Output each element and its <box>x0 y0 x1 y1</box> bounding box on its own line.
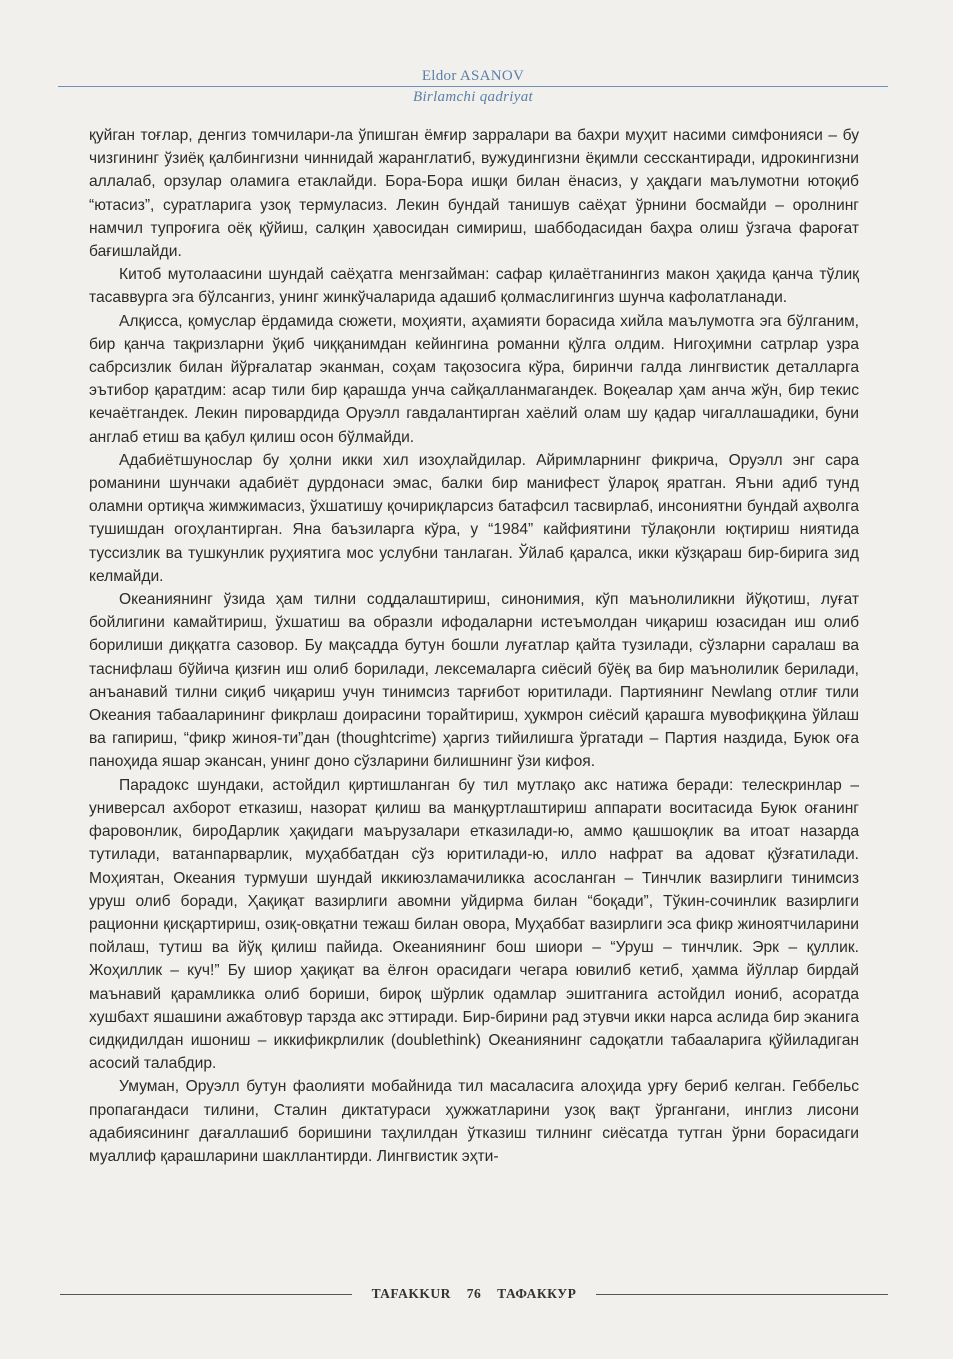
paragraph-1: қуйган тоғлар, денгиз томчилари-ла ўпишган ёмғир зарралари ва бахри муҳит насими симфонияси – бу чизгининг ўзиёқ қалбингизни чиннидай жаранглатиб, вужудингизни ёқимли сесскантиради, идрокингизни аллалаб, орзулар оламига етаклайди. Бора-Бора ишқи билан ёнасиз, у ҳақдаги маълумотни ютоқиб “ютасиз”, суратларига узоқ термуласиз. Лекин бундай танишув саёҳат ўрнини босмайди – оролнинг намчил тупроғига оёқ қўйиш, салқин ҳавосидан симириш, шаббодасидан баҳра олиш ўзгача фароғат бағишлайди. <box>89 127 859 261</box>
footer-right-label: ТАФАККУР <box>497 1286 577 1301</box>
paragraph-7: Умуман, Оруэлл бутун фаолияти мобайнида тил масаласига алоҳида урғу бериб келган. Геббельс пропагандаси тилини, Сталин диктатураси ҳужжатларини узоқ вақт ўргангани, инглиз лисони адабиясининг дағаллашиб боришини таҳлилдан ўтказиш тилнинг сиёсатда тутган ўрни борасидаги муаллиф қарашларини шакллантирди. Лингвистик эҳти- <box>89 1078 859 1165</box>
paragraph-5: Океаниянинг ўзида ҳам тилни соддалаштириш, синонимия, кўп маънолиликни йўқотиш, луғат бойлигини камайтириш, ўхшатиш ва образли ифодаларни истеъмолдан чиқариш юзасидан иш олиб борилиши диққатга сазовор. Бу мақсадда бутун бошли луғатлар қайта тузилади, сўзларни саралаш ва таснифлаш бўйича қизғин иш олиб борилади, лексемаларга сиёсий бўёқ ва бир маънолилик берилади, анъанавий тилни сиқиб чиқариш учун тинимсиз тарғибот юритилади. Партиянинг Newlang отлиғ тили Океания табааларининг фикрлаш доирасини торайтириш, ҳукмрон сиёсий қарашга мувофиққина ўйлаш ва гапириш, “фикр жиноя-ти”дан (thoughtcrime) ҳаргиз тийилишга ўргатади – Партия наздида, Буюк оға паноҳида яшар экансан, унинг доно сўзларини билишнинг ўзи кифоя. <box>89 591 859 771</box>
article-body <box>89 124 859 1168</box>
page-number: 76 <box>466 1286 482 1301</box>
footer-rule-right <box>596 1294 888 1295</box>
paragraph-2: Китоб мутолаасини шундай саёҳатга менгзайман: сафар қилаётганингиз макон ҳақида қанча тўлиқ тасаввурга эга бўлсангиз, унинг жинкўчаларида адашиб қолмаслигингиз шунча кафолатланади. <box>89 266 859 307</box>
page-footer <box>60 1284 888 1304</box>
header-author: Eldor ASANOV <box>421 68 525 84</box>
footer-left-label: TAFAKKUR <box>371 1286 451 1301</box>
paragraph-4: Адабиётшунослар бу ҳолни икки хил изоҳлайдилар. Айримларнинг фикрича, Оруэлл энг сара романини шунчаки адабиёт дурдонаси эмас, балки бир манифест ўлароқ яратган. Яъни адиб тунд оламни ортиқча жимжимасиз, ўхшатишу қочириқларсиз батафсил тасвирлаб, инсониятни бундай аҳволга тушишдан огоҳлантирган. Яна баъзиларга кўра, у “1984” кайфиятини тўлақонли юқтириш ниятида туссизлик ва тушкунлик руҳиятига мос услубни танлаган. Ўйлаб қаралса, икки кўзқараш бир-бирига зид келмайди. <box>89 451 859 585</box>
footer-label <box>352 1286 597 1302</box>
paragraph-6: Парадокс шундаки, астойдил қиртишланган бу тил мутлақо акс натижа беради: телескринлар – универсал ахборот етказиш, назорат қилиш ва манқуртлаштириш аппарати воситасида Буюк оғанинг фаровонлик, бироДарлик ҳақидаги маърузалари етказилади-ю, аммо қашшоқлик ва итоат назарда тутилади, ватанпарварлик, муҳаббатдан сўз юритилади-ю, илло нафрат ва адоват қўзғатилади. Моҳиятан, Океания турмуши шундай иккиюзламачиликка асосланган – Тинчлик вазирлиги тинимсиз уруш олиб боради, Ҳақиқат вазирлиги авомни уйдирма билан “боқади”, Тўкин-сочинлик вазирлиги рационни қисқартириш, озиқ-овқатни тежаш билан овора, Муҳаббат вазирлиги эса фикр жиноятчиларини пойлаш, тутиш ва йўқ қилиш пайида. Океаниянинг бош шиори – “Уруш – тинчлик. Эрк – қуллик. Жоҳиллик – куч!” Бу шиор ҳақиқат ва ёлғон орасидаги чегара ювилиб кетиб, ҳамма йўллар бирдай маънавий қарамликка олиб бориши, бироқ шўрлик одамлар эшитганига астойдил иониб, асоратда хушбахт яшашини ажабтовур тарзда акс эттиради. Бир-бирини рад этувчи икки нарса аслида бир эканига сидқидилдан ишониш – иккификрлилик (doublethink) Океаниянинг садоқатли табааларига қўйиладиган асосий талабдир. <box>89 776 859 1073</box>
header-subtitle: Birlamchi qadriyat <box>413 89 533 105</box>
paragraph-3: Алқисса, қомуслар ёрдамида сюжети, моҳияти, аҳамияти борасида хийла маълумотга эга бўлганим, бир қанча тақризларни ўқиб чиққанимдан кейингина романни қўлга олдим. Нигоҳимни сатрлар узра сабрсизлик билан йўрғалатар эканман, соҳам тақозосига кўра, биринчи галда лингвистик деталларга эътибор қаратдим: асар тили бир қарашда унча сайқалланмагандек. Воқеалар ҳам анча жўн, бир текис кечаётгандек. Лекин пировардида Оруэлл гавдалантирган хаёлий олам шу қадар чигаллашадики, буни англаб етиш ва қабул қилиш осон бўлмайди. <box>89 312 859 446</box>
running-header <box>58 66 888 107</box>
footer-rule-left <box>60 1294 352 1295</box>
